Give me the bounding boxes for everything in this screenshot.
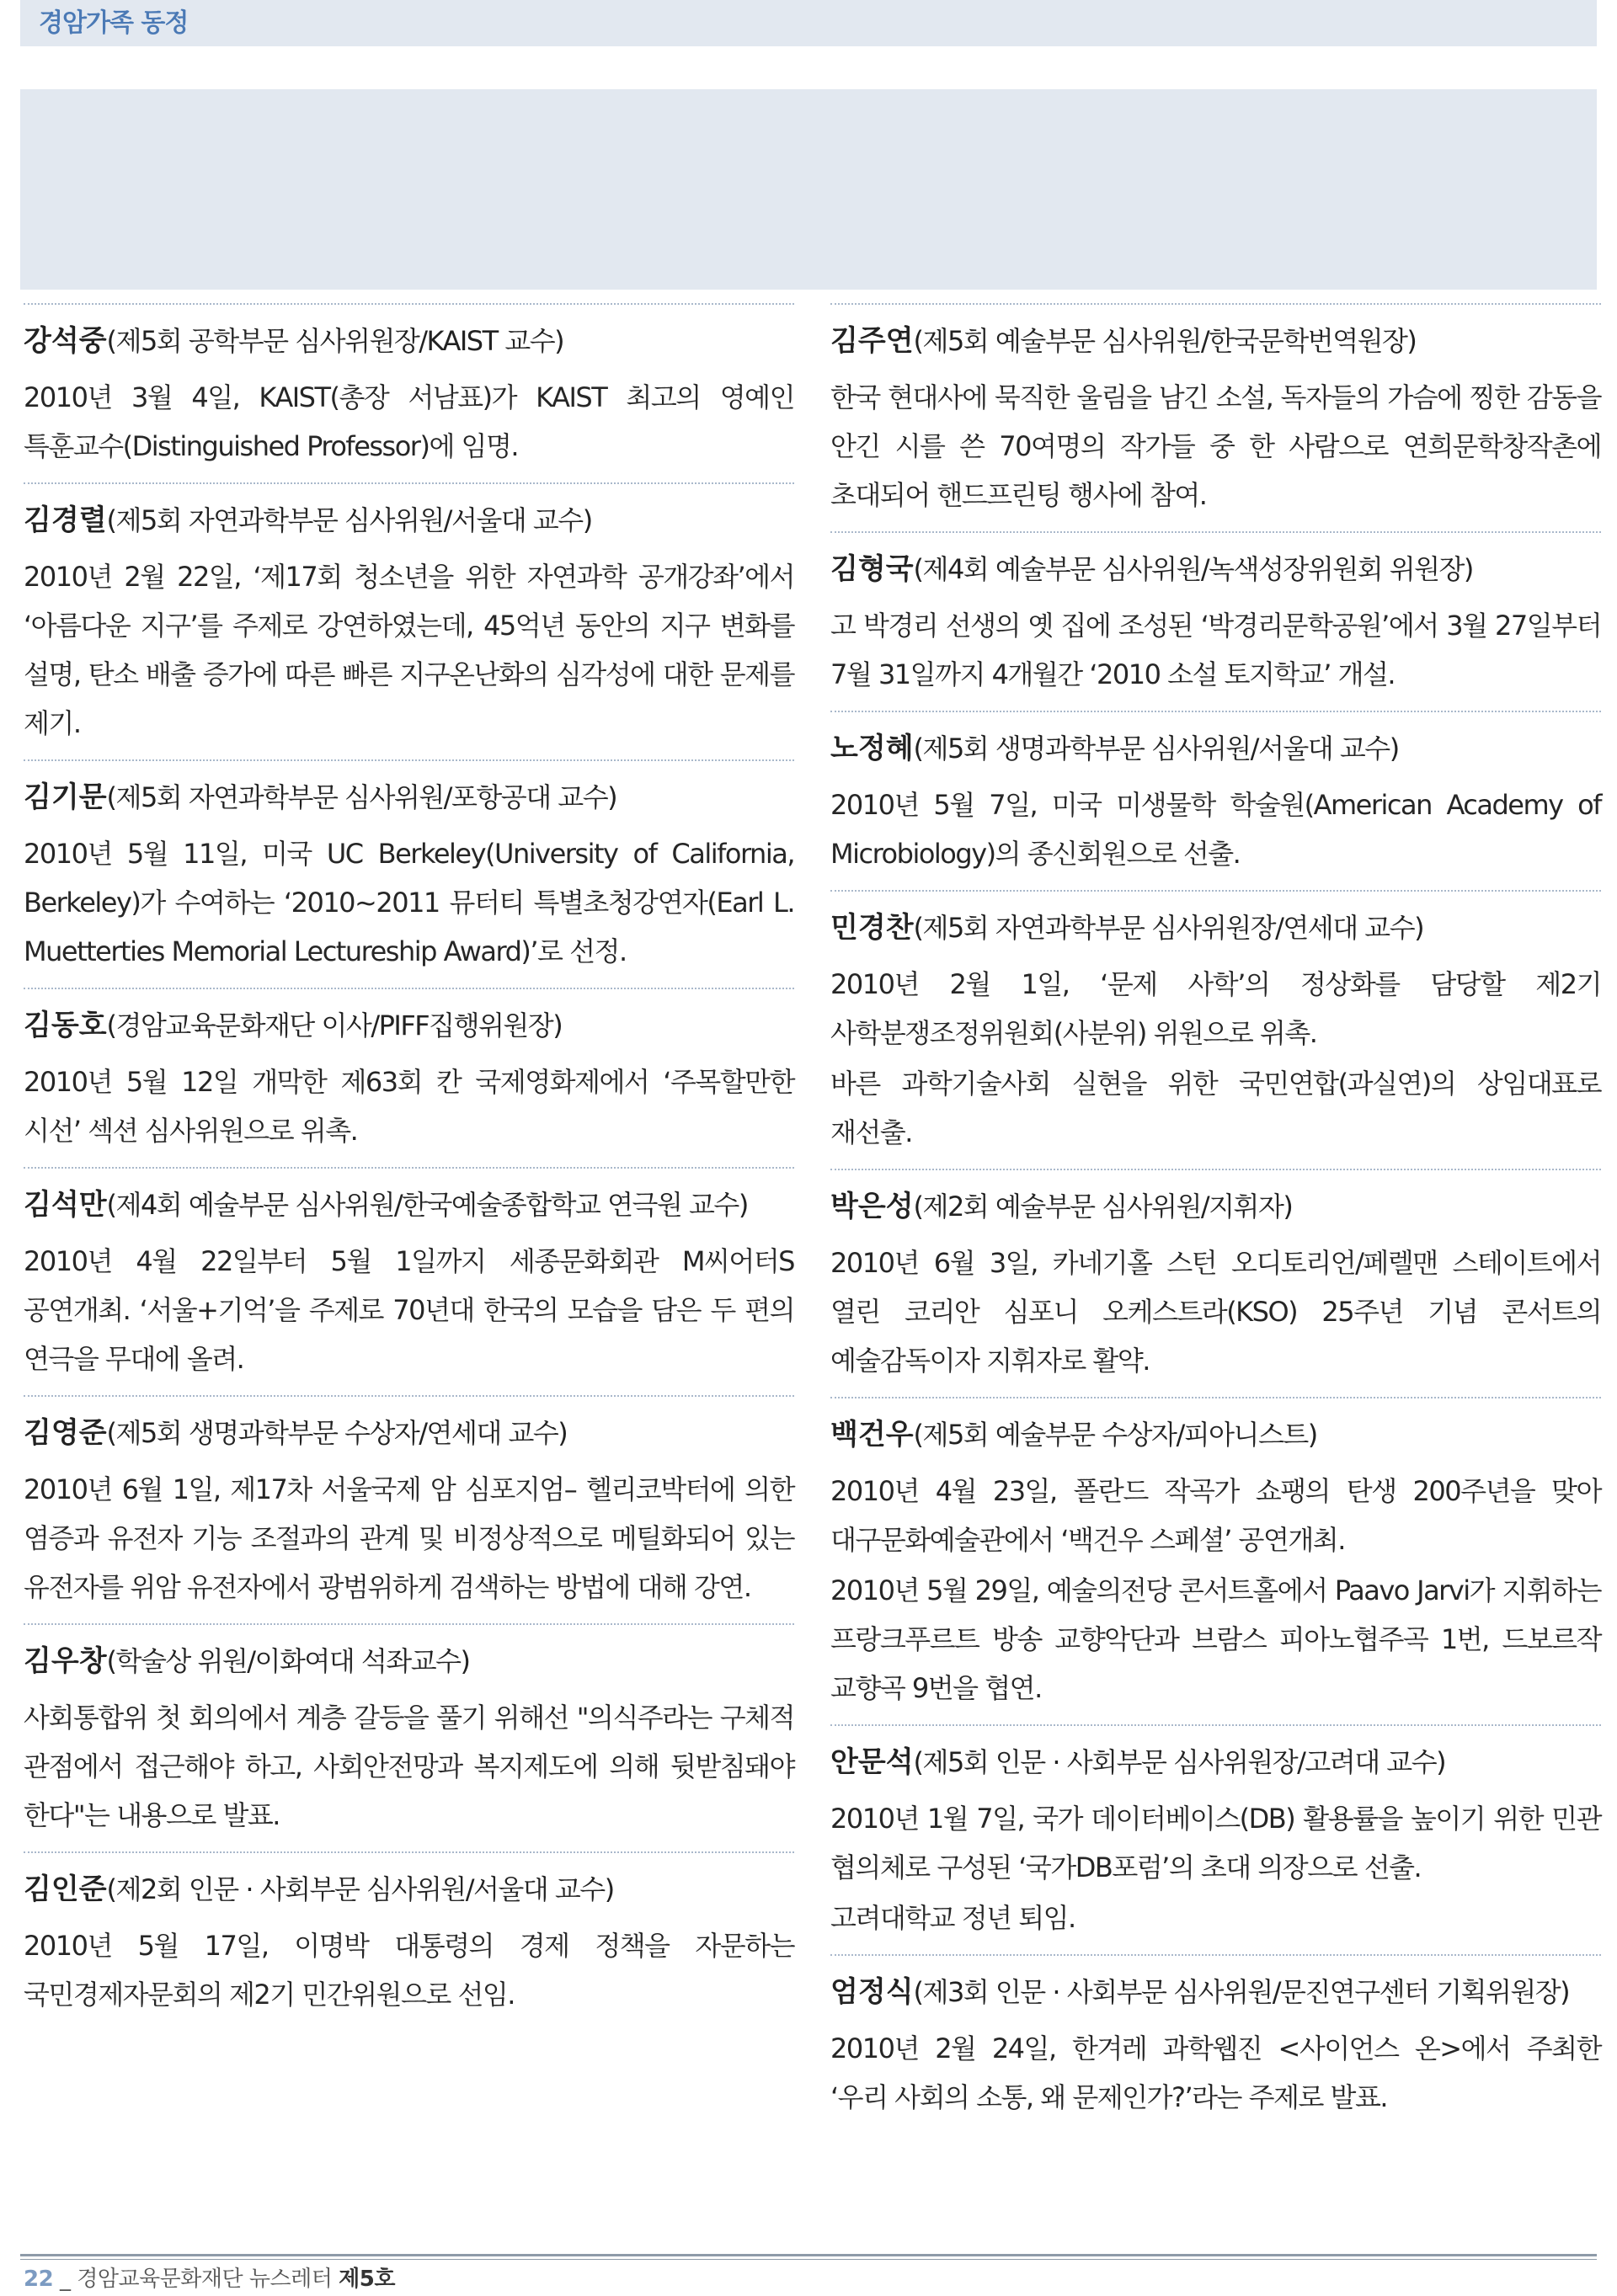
entry-text: 2010년 3월 4일, KAIST(총장 서남표)가 KAIST 최고의 영예인 특훈교수(Distinguished Professor)에 임명.	[24, 381, 794, 462]
entry-text: 한국 현대사에 묵직한 울림을 남긴 소설, 독자들의 가슴에 찡한 감동을 안긴 시를 쓴 70여명의 작가들 중 한 사람으로 연희문학창작촌에 초대되어 핸드프린팅 행사에 참여.	[830, 381, 1601, 511]
person-name: 김기문	[24, 780, 107, 814]
entry-heading	[830, 908, 1601, 948]
entry-heading	[830, 549, 1601, 589]
news-entry	[830, 1398, 1601, 1724]
right-column	[830, 303, 1601, 2134]
news-entry	[24, 761, 794, 988]
news-entry	[830, 1956, 1601, 2134]
news-entry	[24, 1625, 794, 1851]
issue-number: 제5호	[339, 2267, 395, 2292]
entry-text: 2010년 6월 3일, 카네기홀 스턴 오디토리언/페렐맨 스테이트에서 열린 코리안 심포니 오케스트라(KSO) 25주년 기념 콘서트의 예술감독이자 지휘자로 활약.	[830, 1247, 1601, 1377]
person-name: 김영준	[24, 1416, 107, 1450]
person-name: 민경찬	[830, 911, 914, 945]
person-role: (제4회 예술부문 심사위원/한국예술종합학교 연극원 교수)	[106, 1189, 748, 1221]
page-number: 22	[24, 2267, 54, 2292]
entry-heading	[830, 1186, 1601, 1227]
news-entry	[24, 305, 794, 482]
footer-rule	[20, 2254, 1597, 2256]
news-entry	[830, 1170, 1601, 1397]
person-role: (제5회 공학부문 심사위원장/KAIST 교수)	[106, 325, 564, 357]
person-name: 김주연	[830, 324, 914, 358]
footer-separator: _	[53, 2267, 77, 2292]
entry-text: 2010년 5월 7일, 미국 미생물학 학술원(American Academy of Microbiology)의 종신회원으로 선출.	[830, 789, 1601, 870]
section-title: 경암가족 동정	[39, 8, 189, 38]
person-role: (제5회 자연과학부문 심사위원/서울대 교수)	[106, 504, 592, 536]
news-entry	[830, 305, 1601, 531]
entry-heading	[24, 1185, 794, 1225]
entry-text: 사회통합위 첫 회의에서 계층 갈등을 풀기 위해선 "의식주라는 구체적 관점에서 접근해야 하고, 사회안전망과 복지제도에 의해 뒷받침돼야 한다"는 내용으로 발표.	[24, 1702, 794, 1831]
person-role: (경암교육문화재단 이사/PIFF집행위원장)	[106, 1009, 563, 1041]
image-placeholder-panel	[20, 89, 1597, 290]
person-name: 노정혜	[830, 732, 914, 765]
person-name: 엄정식	[830, 1975, 914, 2009]
entry-heading	[24, 500, 794, 541]
person-role: (제5회 예술부문 수상자/피아니스트)	[913, 1419, 1317, 1451]
entry-heading	[24, 1869, 794, 1910]
entry-text: 바른 과학기술사회 실현을 위한 국민연합(과실연)의 상임대표로 재선출.	[830, 1068, 1601, 1148]
left-column	[24, 303, 794, 2031]
entry-heading	[830, 1972, 1601, 2012]
entry-text: 2010년 2월 1일, ‘문제 사학’의 정상화를 담당할 제2기 사학분쟁조정위원회(사분위) 위원으로 위촉.	[830, 968, 1601, 1049]
entry-heading	[830, 1414, 1601, 1455]
person-role: (제2회 예술부문 심사위원/지휘자)	[913, 1191, 1293, 1223]
entry-text: 2010년 5월 17일, 이명박 대통령의 경제 정책을 자문하는 국민경제자문회의 제2기 민간위원으로 선임.	[24, 1930, 794, 2011]
person-role: (학술상 위원/이화여대 석좌교수)	[106, 1645, 470, 1677]
news-entry	[24, 989, 794, 1167]
entry-heading	[830, 1742, 1601, 1782]
entry-text: 2010년 2월 24일, 한겨레 과학웹진 <사이언스 온>에서 주최한 ‘우리 사회의 소통, 왜 문제인가?’라는 주제로 발표.	[830, 2032, 1601, 2113]
person-role: (제5회 예술부문 심사위원/한국문학번역원장)	[913, 325, 1417, 357]
news-entry	[830, 533, 1601, 711]
entry-heading	[830, 321, 1601, 361]
page-footer	[24, 2266, 395, 2293]
person-role: (제5회 자연과학부문 심사위원장/연세대 교수)	[913, 912, 1424, 944]
entry-heading	[24, 1413, 794, 1453]
person-name: 김인준	[24, 1872, 107, 1906]
news-entry	[24, 484, 794, 759]
person-name: 강석중	[24, 324, 107, 358]
person-role: (제5회 생명과학부문 심사위원/서울대 교수)	[913, 732, 1399, 764]
person-role: (제2회 인문 · 사회부문 심사위원/서울대 교수)	[106, 1873, 614, 1905]
footer-rule-thin	[20, 2259, 1597, 2260]
person-name: 안문석	[830, 1745, 914, 1779]
person-name: 김석만	[24, 1188, 107, 1222]
person-name: 백건우	[830, 1418, 914, 1452]
person-name: 김경렬	[24, 503, 107, 537]
publication-name: 경암교육문화재단 뉴스레터	[77, 2267, 339, 2292]
entry-heading	[830, 728, 1601, 769]
section-header	[20, 0, 1597, 46]
person-role: (제3회 인문 · 사회부문 심사위원/문진연구센터 기획위원장)	[913, 1976, 1570, 2008]
person-role: (제4회 예술부문 심사위원/녹색성장위원회 위원장)	[913, 553, 1473, 585]
person-name: 김동호	[24, 1009, 107, 1042]
person-role: (제5회 자연과학부문 심사위원/포항공대 교수)	[106, 781, 617, 813]
person-name: 박은성	[830, 1190, 914, 1223]
entry-heading	[24, 321, 794, 361]
entry-text: 2010년 1월 7일, 국가 데이터베이스(DB) 활용률을 높이기 위한 민관 협의체로 구성된 ‘국가DB포럼’의 초대 의장으로 선출.	[830, 1803, 1601, 1883]
entry-text: 고 박경리 선생의 옛 집에 조성된 ‘박경리문학공원’에서 3월 27일부터 7월 31일까지 4개월간 ‘2010 소설 토지학교’ 개설.	[830, 610, 1601, 690]
entry-heading	[24, 777, 794, 818]
person-role: (제5회 생명과학부문 수상자/연세대 교수)	[106, 1417, 568, 1449]
entry-text: 2010년 4월 22일부터 5월 1일까지 세종문화회관 M씨어터S 공연개최. ‘서울+기억’을 주제로 70년대 한국의 모습을 담은 두 편의 연극을 무대에 올려.	[24, 1245, 794, 1375]
person-name: 김우창	[24, 1644, 107, 1678]
entry-text: 2010년 4월 23일, 폴란드 작곡가 쇼팽의 탄생 200주년을 맞아 대구문화예술관에서 ‘백건우 스페셜’ 공연개최.	[830, 1475, 1601, 1556]
person-name: 김형국	[830, 552, 914, 586]
entry-heading	[24, 1005, 794, 1046]
person-role: (제5회 인문 · 사회부문 심사위원장/고려대 교수)	[913, 1746, 1446, 1778]
entry-text: 2010년 5월 11일, 미국 UC Berkeley(University of California, Berkeley)가 수여하는 ‘2010~2011 뮤터티 특별초청강연자(Earl L. Muetterties Memorial Lectureship Award)’로 선정.	[24, 838, 794, 967]
entry-text: 고려대학교 정년 퇴임.	[830, 1902, 1075, 1934]
entry-text: 2010년 2월 22일, ‘제17회 청소년을 위한 자연과학 공개강좌’에서 ‘아름다운 지구’를 주제로 강연하였는데, 45억년 동안의 지구 변화를 설명, 탄소 배출 증가에 따른 빠른 지구온난화의 심각성에 대한 문제를 제기.	[24, 561, 794, 739]
news-entry	[24, 1397, 794, 1623]
entry-text: 2010년 5월 29일, 예술의전당 콘서트홀에서 Paavo Jarvi가 지휘하는 프랑크푸르트 방송 교향악단과 브람스 피아노협주곡 1번, 드보르작 교향곡 9번을 협연.	[830, 1574, 1601, 1704]
news-entry	[24, 1169, 794, 1395]
entry-text: 2010년 6월 1일, 제17차 서울국제 암 심포지엄– 헬리코박터에 의한 염증과 유전자 기능 조절과의 관계 및 비정상적으로 메틸화되어 있는 유전자를 위암 유전자에서 광범위하게 검색하는 방법에 대해 강연.	[24, 1473, 794, 1603]
news-entry	[830, 712, 1601, 890]
news-entry	[830, 1726, 1601, 1954]
news-entry	[24, 1853, 794, 2031]
entry-heading	[24, 1641, 794, 1681]
news-entry	[830, 892, 1601, 1169]
entry-text: 2010년 5월 12일 개막한 제63회 칸 국제영화제에서 ‘주목할만한 시선’ 섹션 심사위원으로 위촉.	[24, 1066, 794, 1147]
